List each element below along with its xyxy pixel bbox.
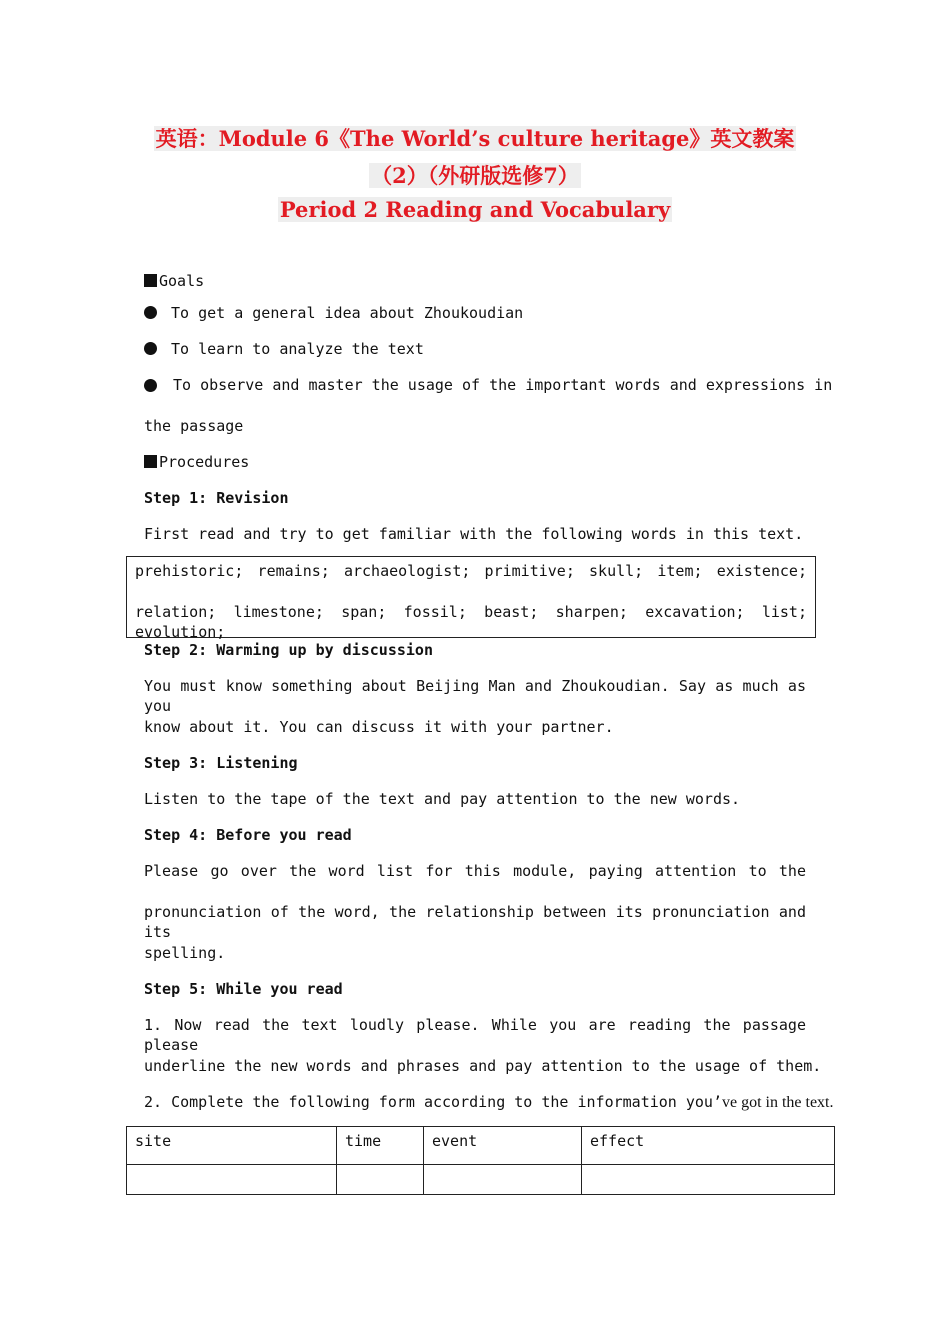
step1-title: Step 1: Revision [144,489,289,507]
step2-text-line-1: You must know something about Beijing Man and Zhoukoudian. Say as much as you [144,677,806,715]
vocabulary-box [126,556,816,641]
step2-text-line-2: know about it. You can discuss it with your partner. [144,718,614,736]
step5-title: Step 5: While you read [144,980,343,998]
goal-item-continued: the passage [144,417,244,435]
goals-heading: Goals [144,271,204,291]
step4-text-line-1: Please go over the word list for this module, paying attention to the [144,862,806,880]
step1-text: First read and try to get familiar with the following words in this text. [144,525,804,543]
step4-title: Step 4: Before you read [144,826,352,844]
vocabulary-line-1: prehistoric; remains; archaeologist; primitive; skull; item; existence; [135,562,807,580]
document-title-line-1: 英语：Module 6《The World’s culture heritage》英文教案 [155,126,795,151]
table-header-row [127,1127,835,1165]
step4-text-line-2: pronunciation of the word, the relationship between its pronunciation and its [144,903,806,941]
header-effect: effect [582,1127,835,1165]
round-bullet-icon [144,342,157,355]
document-title-line-2: （2）（外研版选修7） [371,163,579,188]
step5-item1-line-2: underline the new words and phrases and pay attention to the usage of them. [144,1057,822,1075]
cell-effect[interactable] [582,1165,835,1195]
vocabulary-line-2: relation; limestone; span; fossil; beast; sharpen; excavation; list; evolution; [135,603,807,641]
header-event: event [424,1127,582,1165]
document-page: 英语：Module 6《The World’s culture heritage》英文教案 （2）（外研版选修7） Period 2 Reading and Vocabulary Goals To get a general idea about Zhoukoudian To learn to analyze the text To observe and master the usage of the important words and expressions in the passage Procedures Step 1: Revision First read and try to get familiar with the following words in this text. prehistoric; remains; archaeologist; primitive; skull; item; existence; relation; limestone; span; fossil; beast; sharpen; excavation; list; evolution; Step 2: Warming up by discussion You must know something about Beijing Man and Zhoukoudian. Say as much as you know about it. You can discuss it with your partner. Step 3: Listening Listen to the tape of the text and pay attention to the new words. Step 4: Before you read Please go over the word list for this module, paying attention to the pronunciation of the word, the relationship between its pronunciation and its spelling. Step 5: While you read 1. Now read the text loudly please. While you are reading the passage please underline the new words and phrases and pay attention to the usage of them. 2. Complete the following form according to the information you’ve got in the text. site time event effect [0,0,950,1344]
step5-item2: 2. Complete the following form according to the information you’ve got in the text. [144,1093,834,1111]
procedures-heading: Procedures [144,452,249,472]
information-form-table [126,1126,835,1195]
step4-text-line-3: spelling. [144,944,226,962]
step3-text: Listen to the tape of the text and pay attention to the new words. [144,790,741,808]
goal-item: To get a general idea about Zhoukoudian [144,303,523,323]
cell-site[interactable] [127,1165,337,1195]
round-bullet-icon [144,379,157,392]
cell-time[interactable] [337,1165,424,1195]
step5-item1-line-1: 1. Now read the text loudly please. While you are reading the passage please [144,1016,806,1054]
round-bullet-icon [144,306,157,319]
square-bullet-icon [144,455,157,468]
goal-item: To learn to analyze the text [144,339,424,359]
square-bullet-icon [144,274,157,287]
document-title-line-3: Period 2 Reading and Vocabulary [279,197,671,222]
cell-event[interactable] [424,1165,582,1195]
step2-title: Step 2: Warming up by discussion [144,641,433,659]
step3-title: Step 3: Listening [144,754,298,772]
header-time: time [337,1127,424,1165]
table-row [127,1165,835,1195]
header-site: site [127,1127,337,1165]
